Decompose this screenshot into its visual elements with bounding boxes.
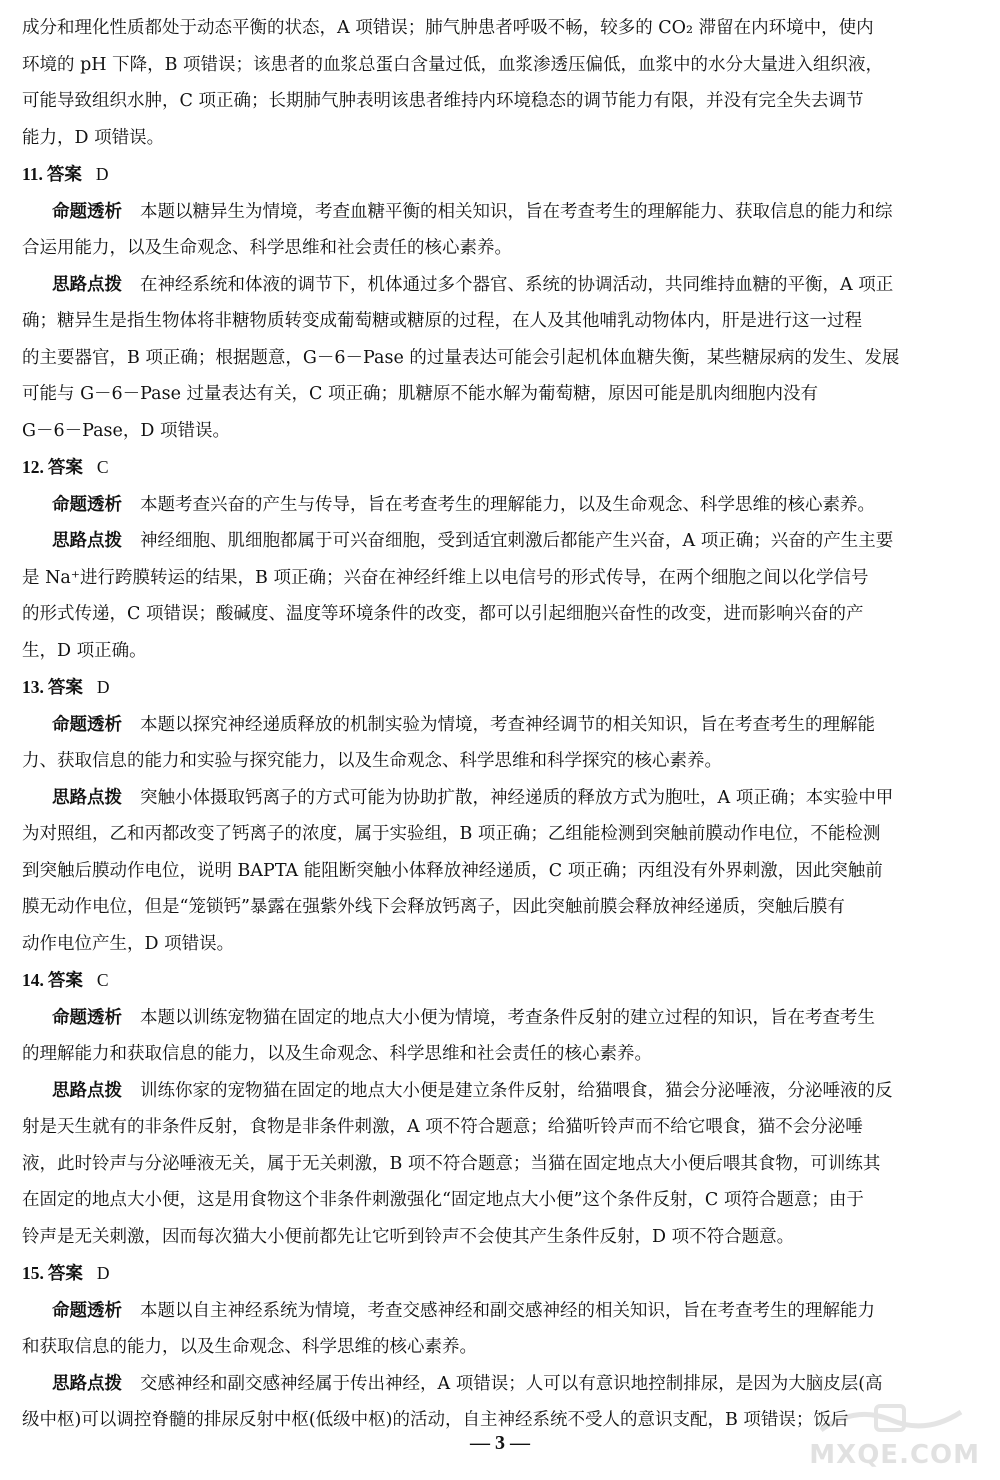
page-number: — 3 —: [470, 1432, 530, 1454]
answer-label: 答案: [47, 1264, 83, 1284]
hint-line: [22, 1109, 980, 1146]
answer-list: [22, 156, 980, 1439]
analysis-text: 力、获取信息的能力和实验与探究能力，以及生命观念、科学思维和科学探究的核心素养。: [22, 751, 722, 771]
hint-line: [22, 1182, 980, 1219]
answer-item: [22, 156, 980, 449]
answer-value: D: [95, 164, 109, 184]
analysis-label: 命题透析: [52, 1007, 122, 1028]
hint-text: 动作电位产生，D 项错误。: [22, 933, 235, 954]
analysis-line: [22, 743, 980, 780]
answer-heading: [22, 449, 980, 487]
analysis-label: 命题透析: [52, 494, 122, 515]
intro-paragraph: [22, 10, 980, 156]
hint-text: 是 Na⁺进行跨膜转运的结果，B 项正确；兴奋在神经纤维上以电信号的形式传导，在两个细胞之间以化学信号: [22, 567, 869, 588]
analysis-line: [22, 1036, 980, 1073]
hint-label: 思路点拨: [52, 274, 122, 295]
hint-text: 铃声是无关刺激，因而每次猫大小便前都先让它听到铃声不会使其产生条件反射，D 项不符合题意。: [22, 1226, 795, 1247]
analysis-line: [22, 1000, 980, 1037]
hint-text: 为对照组，乙和丙都改变了钙离子的浓度，属于实验组，B 项正确；乙组能检测到突触前膜动作电位，不能检测: [22, 824, 881, 844]
hint-line: [22, 267, 980, 304]
hint-line: [22, 853, 980, 890]
hint-text: 膜无动作电位，但是“笼锁钙”暴露在强紫外线下会释放钙离子，因此突触前膜会释放神经递质，突触后膜有: [22, 897, 845, 917]
hint-label: 思路点拨: [52, 787, 122, 808]
hint-label: 思路点拨: [52, 1080, 122, 1101]
hint-line: [22, 523, 980, 560]
hint-text: 到突触后膜动作电位，说明 BAPTA 能阻断突触小体释放神经递质，C 项正确；丙组没有外界刺激，因此突触前: [22, 860, 883, 881]
hint-text: 在神经系统和体液的调节下，机体通过多个器官、系统的协调活动，共同维持血糖的平衡，A 项正: [140, 274, 894, 295]
answer-value: C: [96, 457, 109, 477]
hint-line: [22, 413, 980, 450]
analysis-line: [22, 230, 980, 267]
answer-item: [22, 669, 980, 962]
hint-line: [22, 1146, 980, 1183]
hint-line: [22, 816, 980, 853]
text-line: 可能导致组织水肿，C 项正确；长期肺气肿表明该患者维持内环境稳态的调节能力有限，并没有完全失去调节: [22, 91, 864, 111]
answer-heading: [22, 669, 980, 707]
analysis-label: 命题透析: [52, 1300, 122, 1321]
answer-value: C: [96, 970, 109, 990]
hint-text: 神经细胞、肌细胞都属于可兴奋细胞，受到适宜刺激后都能产生兴奋，A 项正确；兴奋的产生主要: [140, 531, 894, 551]
hint-text: 生，D 项正确。: [22, 640, 147, 661]
analysis-label: 命题透析: [52, 201, 122, 222]
hint-line: [22, 560, 980, 597]
hint-text: 在固定的地点大小便，这是用食物这个非条件刺激强化“固定地点大小便”这个条件反射，C 项符合题意；由于: [22, 1190, 864, 1210]
analysis-line: [22, 1329, 980, 1366]
hint-line: [22, 340, 980, 377]
hint-line: [22, 780, 980, 817]
hint-text: 突触小体摄取钙离子的方式可能为协助扩散，神经递质的释放方式为胞吐，A 项正确；本实验中甲: [140, 787, 894, 808]
hint-label: 思路点拨: [52, 1373, 122, 1394]
hint-line: [22, 1219, 980, 1256]
hint-line: [22, 596, 980, 633]
analysis-text: 本题以自主神经系统为情境，考查交感神经和副交感神经的相关知识，旨在考查考生的理解能力: [140, 1300, 875, 1321]
analysis-text: 本题考查兴奋的产生与传导，旨在考查考生的理解能力，以及生命观念、科学思维的核心素养。: [140, 494, 875, 515]
text-line: 能力，D 项错误。: [22, 127, 165, 148]
answer-heading: [22, 1255, 980, 1293]
page-content: [22, 10, 980, 1439]
hint-text: 射是天生就有的非条件反射，食物是非条件刺激，A 项不符合题意；给猫听铃声而不给它喂食，猫不会分泌唾: [22, 1117, 863, 1137]
analysis-line: [22, 194, 980, 231]
hint-text: 确；糖异生是指生物体将非糖物质转变成葡萄糖或糖原的过程，在人及其他哺乳动物体内，肝是进行这一过程: [22, 311, 862, 331]
hint-label: 思路点拨: [52, 531, 122, 551]
text-line: 成分和理化性质都处于动态平衡的状态，A 项错误；肺气肿患者呼吸不畅，较多的 CO₂ 滞留在内环境中，使内: [22, 18, 874, 38]
text-line: 环境的 pH 下降，B 项错误；该患者的血浆总蛋白含量过低，血浆渗透压偏低，血浆中的水分大量进入组织液，: [22, 54, 884, 75]
hint-text: 可能与 G－6－Pase 过量表达有关，C 项正确；肌糖原不能水解为葡萄糖，原因可能是肌肉细胞内没有: [22, 384, 818, 404]
hint-text: 的主要器官，B 项正确；根据题意，G－6－Pase 的过量表达可能会引起机体血糖失衡，某些糖尿病的发生、发展: [22, 347, 900, 368]
answer-heading: [22, 156, 980, 194]
hint-text: 级中枢)可以调控脊髓的排尿反射中枢(低级中枢)的活动，自主神经系统不受人的意识支配，B 项错误；饭后: [22, 1410, 849, 1430]
hint-line: [22, 1366, 980, 1403]
watermark-logo: [796, 1400, 986, 1472]
hint-line: [22, 376, 980, 413]
analysis-line: [22, 487, 980, 524]
question-number: 11.: [22, 164, 43, 184]
analysis-text: 和获取信息的能力，以及生命观念、科学思维的核心素养。: [22, 1337, 477, 1357]
question-number: 14.: [22, 970, 44, 990]
analysis-text: 本题以探究神经递质释放的机制实验为情境，考查神经调节的相关知识，旨在考查考生的理解能: [140, 714, 875, 735]
hint-line: [22, 889, 980, 926]
analysis-label: 命题透析: [52, 714, 122, 735]
question-number: 15.: [22, 1263, 44, 1283]
watermark-emblem-icon: [816, 1400, 966, 1440]
analysis-line: [22, 707, 980, 744]
answer-value: D: [96, 677, 110, 697]
answer-label: 答案: [46, 165, 82, 185]
watermark-text: MXQE.COM: [809, 1440, 980, 1470]
hint-text: 交感神经和副交感神经属于传出神经，A 项错误；人可以有意识地控制排尿，是因为大脑皮层(高: [140, 1373, 883, 1394]
analysis-line: [22, 1293, 980, 1330]
answer-label: 答案: [47, 458, 83, 478]
analysis-text: 本题以训练宠物猫在固定的地点大小便为情境，考查条件反射的建立过程的知识，旨在考查考生: [140, 1007, 875, 1028]
question-number: 13.: [22, 677, 44, 697]
hint-text: 训练你家的宠物猫在固定的地点大小便是建立条件反射，给猫喂食，猫会分泌唾液，分泌唾液的反: [140, 1080, 893, 1101]
hint-text: 液，此时铃声与分泌唾液无关，属于无关刺激，B 项不符合题意；当猫在固定地点大小便后喂其食物，可训练其: [22, 1153, 881, 1174]
hint-line: [22, 303, 980, 340]
hint-line: [22, 633, 980, 670]
hint-text: 的形式传递，C 项错误；酸碱度、温度等环境条件的改变，都可以引起细胞兴奋性的改变，进而影响兴奋的产: [22, 604, 864, 624]
analysis-text: 合运用能力，以及生命观念、科学思维和社会责任的核心素养。: [22, 238, 512, 258]
answer-item: [22, 449, 980, 669]
analysis-text: 本题以糖异生为情境，考查血糖平衡的相关知识，旨在考查考生的理解能力、获取信息的能力和综: [140, 201, 893, 222]
answer-item: [22, 962, 980, 1255]
answer-value: D: [96, 1263, 110, 1283]
answer-heading: [22, 962, 980, 1000]
hint-text: G－6－Pase，D 项错误。: [22, 420, 230, 441]
hint-line: [22, 926, 980, 963]
analysis-text: 的理解能力和获取信息的能力，以及生命观念、科学思维和社会责任的核心素养。: [22, 1044, 652, 1064]
answer-label: 答案: [47, 971, 83, 991]
hint-line: [22, 1073, 980, 1110]
question-number: 12.: [22, 457, 44, 477]
answer-label: 答案: [47, 678, 83, 698]
